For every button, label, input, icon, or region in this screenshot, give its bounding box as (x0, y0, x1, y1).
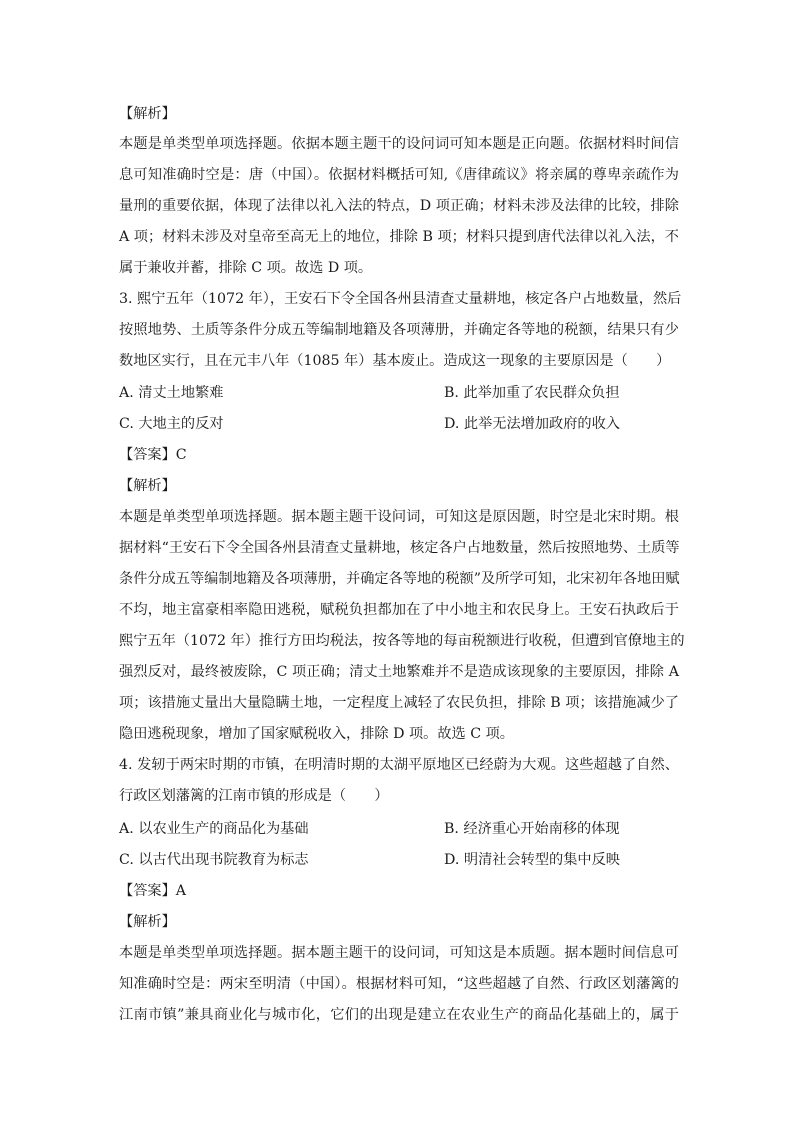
question-3-option-d: D. 此举无法增加政府的收入 (444, 416, 620, 432)
analysis-line: 本题是单类型单项选择题。据本题主题干的设问词，可知这是本质题。据本题时间信息可 (119, 945, 679, 961)
question-4-stem: 4. 发轫于两宋时期的市镇，在明清时期的太湖平原地区已经蔚为大观。这些超越了自然、 (119, 757, 679, 773)
analysis-line: 江南市镇”兼具商业化与城市化，它们的出现是建立在农业生产的商品化基础上的，属于 (119, 1007, 679, 1023)
analysis-label: 【解析】 (119, 478, 176, 494)
analysis-line: 本题是单类型单项选择题。依据本题主题干的设问词可知本题是正向题。依据材料时间信 (119, 136, 679, 152)
question-4-stem: 行政区划藩篱的江南市镇的形成是（ ） (119, 788, 389, 804)
question-4-answer: 【答案】A (119, 883, 186, 899)
question-3-stem: 数地区实行，且在元丰八年（1085 年）基本废止。造成这一现象的主要原因是（ ） (119, 353, 671, 369)
analysis-line: 隐田逃税现象，增加了国家赋税收入，排除 D 项。故选 C 项。 (119, 726, 514, 742)
question-4-option-d: D. 明清社会转型的集中反映 (444, 852, 620, 868)
analysis-line: 息可知准确时空是：唐（中国）。依据材料概括可知,《唐律疏议》将亲属的尊卑亲疏作为 (119, 167, 679, 183)
question-3-option-b: B. 此举加重了农民群众负担 (444, 385, 620, 401)
analysis-line: 属于兼收并蓄，排除 C 项。故选 D 项。 (119, 260, 373, 276)
question-3-stem: 3. 熙宁五年（1072 年），王安石下令全国各州县清查丈量耕地，核定各户占地数量，然后 (119, 291, 682, 307)
analysis-line: 熙宁五年（1072 年）推行方田均税法，按各等地的每亩税额进行收税，但遭到官僚地主的 (119, 633, 685, 649)
question-4-option-c: C. 以古代出现书院教育为标志 (119, 852, 309, 868)
question-4-option-a: A. 以农业生产的商品化为基础 (119, 821, 309, 837)
analysis-line: 量刑的重要依据，体现了法律以礼入法的特点，D 项正确；材料未涉及法律的比较，排除 (119, 198, 679, 214)
analysis-line: 本题是单类型单项选择题。据本题主题干设问词，可知这是原因题，时空是北宋时期。根 (119, 509, 679, 525)
analysis-label: 【解析】 (119, 106, 176, 122)
analysis-line: 强烈反对，最终被废除，C 项正确；清丈土地繁难并不是造成该现象的主要原因，排除 A (119, 664, 679, 680)
analysis-line: 不均，地主富豪相率隐田逃税，赋税负担都加在了中小地主和农民身上。王安石执政后于 (119, 602, 679, 618)
analysis-line: 据材料“王安石下令全国各州县清查丈量耕地，核定各户占地数量，然后按照地势、土质等 (119, 540, 680, 556)
analysis-line: 条件分成五等编制地籍及各项薄册，并确定各等地的税额”及所学可知，北宋初年各地田赋 (119, 571, 680, 587)
analysis-line: A 项；材料未涉及对皇帝至高无上的地位，排除 B 项；材料只提到唐代法律以礼入法，不 (119, 229, 679, 245)
question-3-option-c: C. 大地主的反对 (119, 416, 224, 432)
question-3-option-a: A. 清丈土地繁难 (119, 385, 224, 401)
analysis-line: 项；该措施丈量出大量隐瞒土地，一定程度上减轻了农民负担，排除 B 项；该措施减少了 (119, 695, 679, 711)
analysis-label: 【解析】 (119, 914, 176, 930)
analysis-line: 知准确时空是：两宋至明清（中国）。根据材料可知，“这些超越了自然、行政区划藩篱的 (119, 976, 679, 992)
question-3-answer: 【答案】C (119, 447, 187, 463)
question-3-stem: 按照地势、土质等条件分成五等编制地籍及各项薄册，并确定各等地的税额，结果只有少 (119, 322, 679, 338)
question-4-option-b: B. 经济重心开始南移的体现 (444, 821, 620, 837)
